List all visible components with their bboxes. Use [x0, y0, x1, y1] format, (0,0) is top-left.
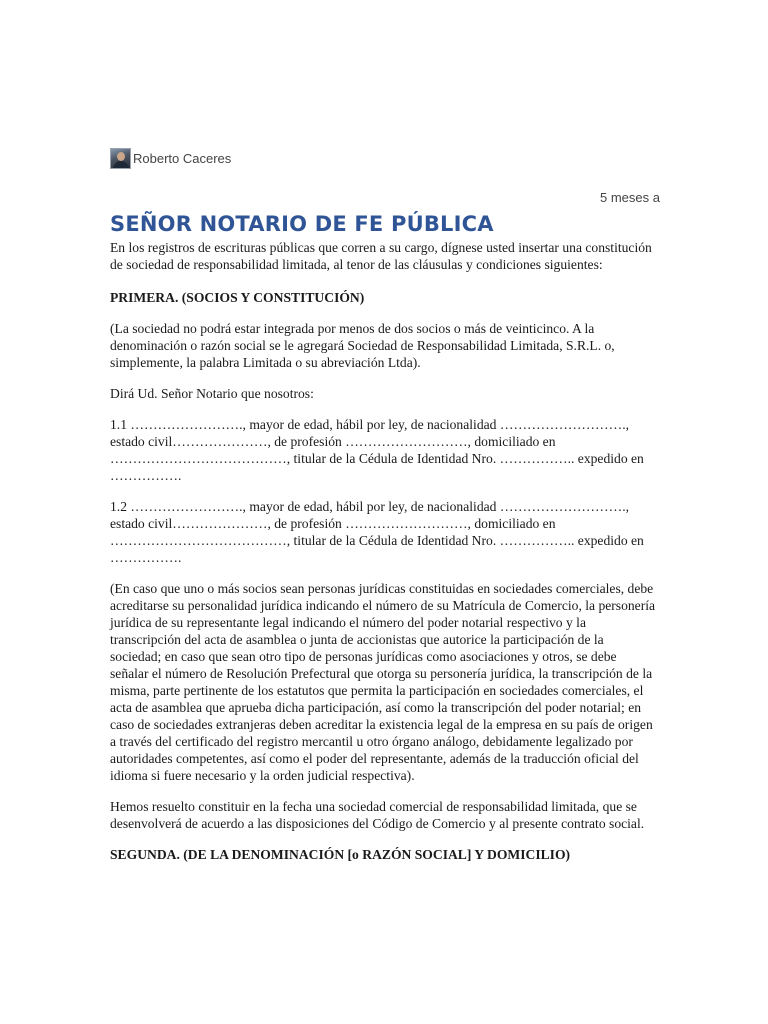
legal-persons-note: (En caso que uno o más socios sean personas jurídicas constituidas en sociedades comerciales, debe acreditarse su personalidad jurídica indicando el número de su Matrícula de Comercio, la personería jurídica de su representante legal indicando el número del poder notarial respectivo y la transcripción del acta de asamblea o junta de accionistas que autorice la participación de la sociedad; en caso que sean otro tipo de personas jurídicas como asociaciones y otros, se debe señalar el número de Resolución Prefectural que otorga su personería jurídica, la transcripción de la misma, parte pertinente de los estatutos que permita la participación en sociedades comerciales, el acta de asamblea que aprueba dicha participación, así como la transcripción del poder notarial; en caso de sociedades extranjeras deben acreditar la existencia legal de la empresa en su país de origen a través del certificado del registro mercantil u otro órgano análogo, debidamente legalizado por autoridades competentes, así como el poder del representante, además de la traducción oficial del idioma si fuere necesario y la orden judicial respectiva). [110, 581, 656, 783]
avatar[interactable] [110, 148, 131, 169]
clause-2-heading: SEGUNDA. (DE LA DENOMINACIÓN [o RAZÓN SOCIAL] Y DOMICILIO) [110, 847, 571, 862]
author-name[interactable]: Roberto Caceres [133, 150, 232, 166]
document-page [110, 0, 658, 1024]
author-byline[interactable] [110, 147, 231, 169]
partner-1-paragraph: 1.1 ……………………., mayor de edad, hábil por ley, de nacionalidad ………………………., estado civil…………………, de profesión ………………………, domiciliado en …………………………………, titular de la Cédula de Identidad Nro. …………….. expedido en ……………. [110, 417, 644, 483]
clause-1-heading: PRIMERA. (SOCIOS Y CONSTITUCIÓN) [110, 290, 365, 305]
resolution-paragraph: Hemos resuelto constituir en la fecha una sociedad comercial de responsabilidad limitada, que se desenvolverá de acuerdo a las disposiciones del Código de Comercio y al presente contrato social. [110, 799, 645, 831]
post-timestamp: 5 meses a [600, 190, 660, 205]
partner-2-paragraph: 1.2 ……………………., mayor de edad, hábil por ley, de nacionalidad ………………………., estado civil…………………, de profesión ………………………, domiciliado en …………………………………, titular de la Cédula de Identidad Nro. …………….. expedido en ……………. [110, 499, 644, 565]
document-title: SEÑOR NOTARIO DE FE PÚBLICA [110, 212, 494, 236]
document-body [110, 239, 658, 877]
clause-1-intro: Dirá Ud. Señor Notario que nosotros: [110, 386, 314, 401]
intro-paragraph: En los registros de escrituras públicas que corren a su cargo, dígnese usted insertar una constitución de sociedad de responsabilidad limitada, al tenor de las cláusulas y condiciones siguientes: [110, 240, 652, 272]
clause-1-note: (La sociedad no podrá estar integrada por menos de dos socios o más de veinticinco. A la denominación o razón social se le agregará Sociedad de Responsabilidad Limitada, S.R.L. o, simplemente, la palabra Limitada o su abreviación Ltda). [110, 321, 615, 370]
